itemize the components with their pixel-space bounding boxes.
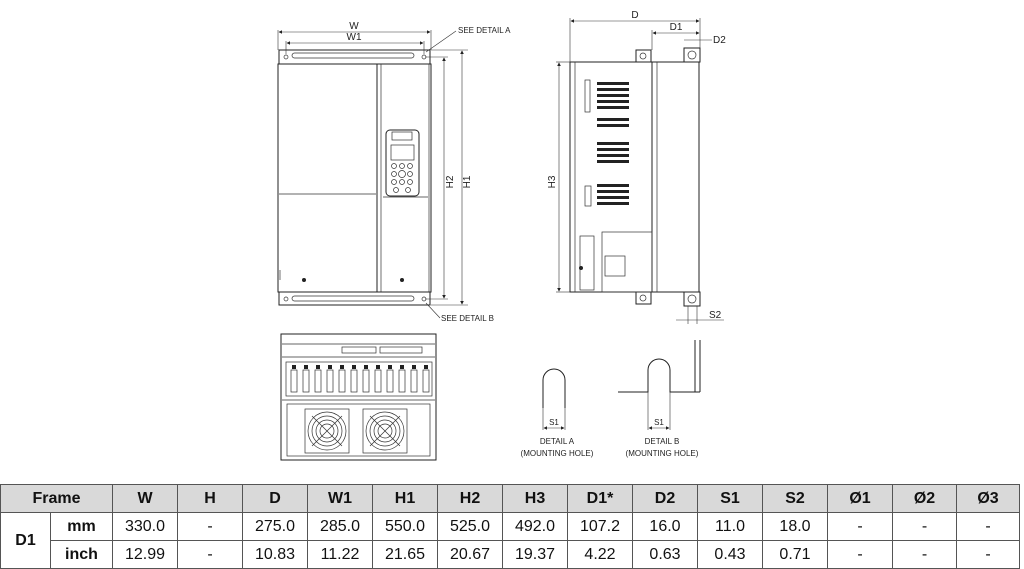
table-cell: 11.0 bbox=[698, 513, 763, 541]
column-header: H3 bbox=[503, 485, 568, 513]
table-cell: 275.0 bbox=[243, 513, 308, 541]
width-dimensions bbox=[278, 21, 511, 54]
height-dimensions bbox=[425, 50, 494, 323]
frame-cell: D1 bbox=[1, 513, 51, 569]
d2-label: D2 bbox=[713, 35, 726, 46]
table-cell: - bbox=[893, 513, 957, 541]
table-cell: 330.0 bbox=[113, 513, 178, 541]
table-cell: 0.71 bbox=[763, 541, 828, 569]
s2-label: S2 bbox=[709, 310, 722, 321]
table-cell: 4.22 bbox=[568, 541, 633, 569]
table-cell: - bbox=[957, 541, 1020, 569]
detail-b-title: DETAIL B bbox=[644, 437, 680, 446]
unit-cell: inch bbox=[51, 541, 113, 569]
unit-cell: mm bbox=[51, 513, 113, 541]
column-header: D2 bbox=[633, 485, 698, 513]
table-header-row bbox=[1, 485, 1020, 513]
column-header: W bbox=[113, 485, 178, 513]
d-label: D bbox=[631, 10, 639, 21]
d1-label: D1 bbox=[669, 22, 683, 33]
table-cell: 492.0 bbox=[503, 513, 568, 541]
table-cell: - bbox=[893, 541, 957, 569]
column-header: S1 bbox=[698, 485, 763, 513]
column-header: Frame bbox=[1, 485, 113, 513]
s1-label-a: S1 bbox=[549, 418, 559, 427]
w1-label: W1 bbox=[346, 32, 362, 43]
column-header: Ø3 bbox=[957, 485, 1020, 513]
table-cell: 285.0 bbox=[308, 513, 373, 541]
column-header: H bbox=[178, 485, 243, 513]
column-header: H2 bbox=[438, 485, 503, 513]
table-cell: - bbox=[178, 513, 243, 541]
table-row bbox=[1, 513, 1020, 541]
detail-a bbox=[521, 369, 594, 458]
column-header: Ø2 bbox=[893, 485, 957, 513]
detail-a-title: DETAIL A bbox=[539, 437, 575, 446]
table-cell: 20.67 bbox=[438, 541, 503, 569]
h1-label: H1 bbox=[462, 175, 473, 189]
see-detail-a-label: SEE DETAIL A bbox=[458, 26, 511, 35]
table-cell: - bbox=[178, 541, 243, 569]
table-cell: - bbox=[828, 541, 893, 569]
table-cell: 0.43 bbox=[698, 541, 763, 569]
table-cell: - bbox=[828, 513, 893, 541]
table-cell: 18.0 bbox=[763, 513, 828, 541]
see-detail-b-label: SEE DETAIL B bbox=[441, 314, 494, 323]
column-header: S2 bbox=[763, 485, 828, 513]
table-cell: 21.65 bbox=[373, 541, 438, 569]
column-header: D bbox=[243, 485, 308, 513]
table-cell: - bbox=[957, 513, 1020, 541]
detail-a-subtitle: (MOUNTING HOLE) bbox=[520, 449, 594, 458]
h2-label: H2 bbox=[445, 175, 456, 189]
table-cell: 0.63 bbox=[633, 541, 698, 569]
table-cell: 107.2 bbox=[568, 513, 633, 541]
table-cell: 10.83 bbox=[243, 541, 308, 569]
table-cell: 12.99 bbox=[113, 541, 178, 569]
column-header: H1 bbox=[373, 485, 438, 513]
front-view bbox=[278, 50, 431, 305]
column-header: Ø1 bbox=[828, 485, 893, 513]
w-label: W bbox=[349, 21, 359, 32]
detail-b bbox=[618, 340, 700, 458]
table-row bbox=[1, 541, 1020, 569]
h3-label: H3 bbox=[547, 175, 558, 189]
s1-label-b: S1 bbox=[654, 418, 664, 427]
table-cell: 19.37 bbox=[503, 541, 568, 569]
table-cell: 525.0 bbox=[438, 513, 503, 541]
keypad-icon bbox=[386, 130, 419, 196]
detail-b-subtitle: (MOUNTING HOLE) bbox=[625, 449, 699, 458]
bottom-view bbox=[281, 334, 436, 460]
column-header: D1* bbox=[568, 485, 633, 513]
column-header: W1 bbox=[308, 485, 373, 513]
table-cell: 16.0 bbox=[633, 513, 698, 541]
table-cell: 550.0 bbox=[373, 513, 438, 541]
dimension-table bbox=[0, 484, 1020, 569]
table-cell: 11.22 bbox=[308, 541, 373, 569]
side-view bbox=[570, 48, 700, 306]
